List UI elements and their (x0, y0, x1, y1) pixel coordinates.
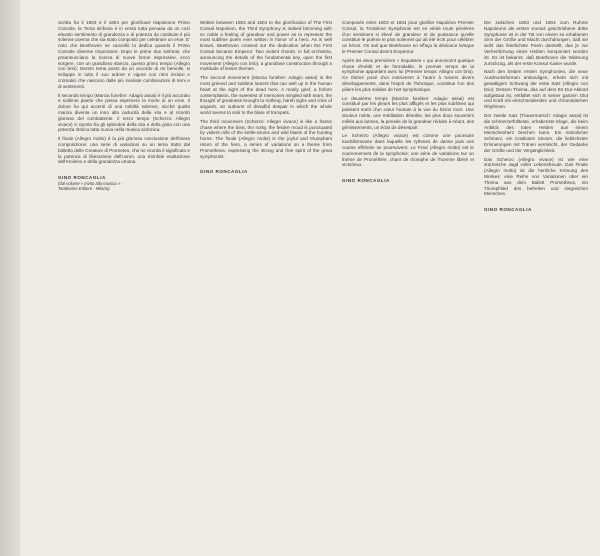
author-signature: GINO RONCAGLIA (484, 207, 532, 213)
author-signature: GINO RONCAGLIA (342, 178, 390, 184)
paragraph: Le deuxième temps (Marche funèbre: Adagio assai) est constitué par les pleurs les plus affligés et les plus sublimes qui puissent sortir d'un cœur humain à la vue du héros mort. Une douleur noble, une méditation désolée, les plus doux souvenirs mêlés aux larmes, la pensée de la grandeur réduite à néant, des gémissements, un éclat de désespoir. (342, 95, 474, 130)
paragraph: Der zweite Satz (Trauermarsch: Adagio assai) ist die schmerzerfüllteste, erhabenste Klage, die beim Anblick des toten Helden aus einem Menschenherz brechen kann. Ein männlicher Schmerz, ein trostloses Sinnen, die lieblichsten Erinnerungen mit Tränen vermischt, der Gedanke der Größe und der Vergänglichkeit. (484, 112, 588, 153)
paragraph: Die zwischen 1803 und 1804 zum Ruhme Napoleons als ersten Konsul geschriebene dritte Symphonie ist in der Tat von einem so erhabenen Sinn der Größe und Macht durchdrungen, daß sie wohl das feierlichste Poem darstellt, das je zur Verherrlichung eines Helden komponiert worden ist. Es ist bekannt, daß Beethoven die Widmung zurückzog, als der erste Konsul Kaiser wurde. (484, 20, 588, 66)
page-fold-shadow (0, 0, 20, 556)
paragraph: Il secondo tempo (Marcia funebre: Adagio assai) è il più accorato e sublime pianto che possa esprimere la morte di un eroe. Il dolore ha qui accenti di una nobiltà solenne, sicché quella marcia diventa un inno alla caducità della vita e al ricordo glorioso del combattente. Il terzo tempo (Scherzo: Allegro vivace) ci riporta fra gli splendori della vita e della gioia con una potenza ritmica tutta nuova nella musica sinfonica. (58, 92, 191, 133)
column-french (342, 20, 474, 184)
source-note-line: Tamborino Editore - Milano) (58, 186, 110, 192)
paragraph: The third movement (Scherzo: Allegro vivace) is like a frantic chase where the beat, the noisy, the festive mood is punctuated by violent rolls of the kettle-drums and wild blasts of the hunting horns. The finale (Allegro molto) is the joyful and triumphant return of the hero, a series of variations on a theme from Prometheus, expressing the strong and free spirit of the great symphonist. (200, 118, 332, 159)
paragraph: Written between 1803 and 1804 to the glorification of The First Consul Napoleon, the Third Symphony is indeed brimming with so noble a feeling of grandeur and power as to represent the most sublime poem ever written in honor of a hero. As is well known, Beethoven crossed out the dedication when the First Consul became Emperor. Two violent chords, in full orchestra, announcing the details of the fundamental key, open the first movement (Allegro con brio), a grandiose construction through a multitude of lesser themes. (200, 20, 332, 72)
author-signature: GINO RONCAGLIA (200, 169, 248, 175)
source-note-line: (dal volume « Invito alla musica » - (58, 180, 123, 186)
column-italian (58, 20, 190, 191)
paragraph: Nach den beiden ersten Symphonien, die neue Ausdrucksformen ankündigen, erhebt sich mit gewaltigem Schwung der erste Satz (Allegro con brio): Dessen Thema, das auf dem Es-Dur-Akkord aufgebaut ist, entfaltet sich in seiner ganzen Glut und Kraft mit einschneidenden und chromatischen Rhythmen. (484, 69, 588, 110)
paragraph: Il finale (Allegro molto) è la più gloriosa conclusione dell'intera composizione: una serie di variazioni su un tema tratto dal balletto delle Creature di Prometeo, che ne ricorda il significato e la potenza di liberazione dell'uomo, una trionfale esaltazione dell'eroismo e della grandezza umana. (58, 136, 190, 165)
paragraph: Après les deux premières « ésquisses » qui annoncent quelque chose d'inédit et de formidable, le premier temps de la symphonie appartient avec lui (Premier temps: Allegro con brio). Ce thème posé d'un instrument à l'autre à travers divers développements, dans l'esprit de l'héroïque, constitue l'un des piliers les plus solides de l'art symphonique. (342, 57, 474, 92)
paragraph: Das Scherzo (Allegro vivace) ist wie eine stürmische Jagd voller Lebensfreude. Das Finale (Allegro molto) ist die herrliche Krönung des Werkes: eine Reihe von Variationen über ein Thema aus dem Ballett Prometheus, ein Triumphlied des befreiten und siegreichen Menschen. (484, 156, 588, 197)
paragraph: Scritta fra il 1803 e il 1804 per glorificare Napoleone Primo Console, la Terza sinfonia è in verità tutta pervasa da un così elevato sentimento di grandezza e di potenza da costituire il più solenne poema che sia stato composto per celebrare un eroe. E' noto che Beethoven ne cancellò la dedica quando il Primo Console divenne Imperatore. Dopo le prime due sinfonie, che preannunciano la ricerca di nuove forme espressive, ecco sorgere, con un grandioso slancio, questo primo tempo (Allegro con brio): Dentro tema posto da un accordo di mi bemolle, si sviluppa in tutto il suo ardore e vigore con ritmi incisivi e cromatici che nascono dalle più svariate combinazioni di temi e di sentimenti. (58, 20, 190, 89)
column-english (200, 20, 332, 175)
column-german (484, 20, 588, 213)
paragraph: The second movement (Marcia funebre: Adagio assai) is the most grieved and sublime lament that can well up in the human heart at the sight of the dead hero. A manly grief, a forlorn contemplation, the sweetest of memories mingled with tears, the thought of greatness brought to nothing, harsh sighs and cries of anguish, an outburst of dreadful despair in which the whole world seems to sink to the blare of trumpets. (200, 75, 332, 115)
paragraph: Composée entre 1803 et 1804 pour glorifier Napoléon Premier Consul, la Troisième Symphonie est en vérité toute pénétrée d'un sentiment si élevé de grandeur et de puissance qu'elle constitue le poème le plus solennel qui ait été écrit pour célébrer un héros. On sait que Beethoven en effaça la dédicace lorsque le Premier Consul devint Empereur. (342, 20, 474, 54)
liner-notes-page (20, 0, 600, 556)
author-signature: GINO RONCAGLIA (58, 175, 106, 181)
paragraph: Le Scherzo (Allegro vivace) est comme une poursuite tourbillonnante dans laquelle les rythmes de danse puis une course effrénée se poursuivent. Le Final (Allegro molto) est le couronnement de la symphonie; une série de variations sur un thème de Prométhée, chant de triomphe de l'homme libéré et victorieux. (342, 133, 474, 168)
